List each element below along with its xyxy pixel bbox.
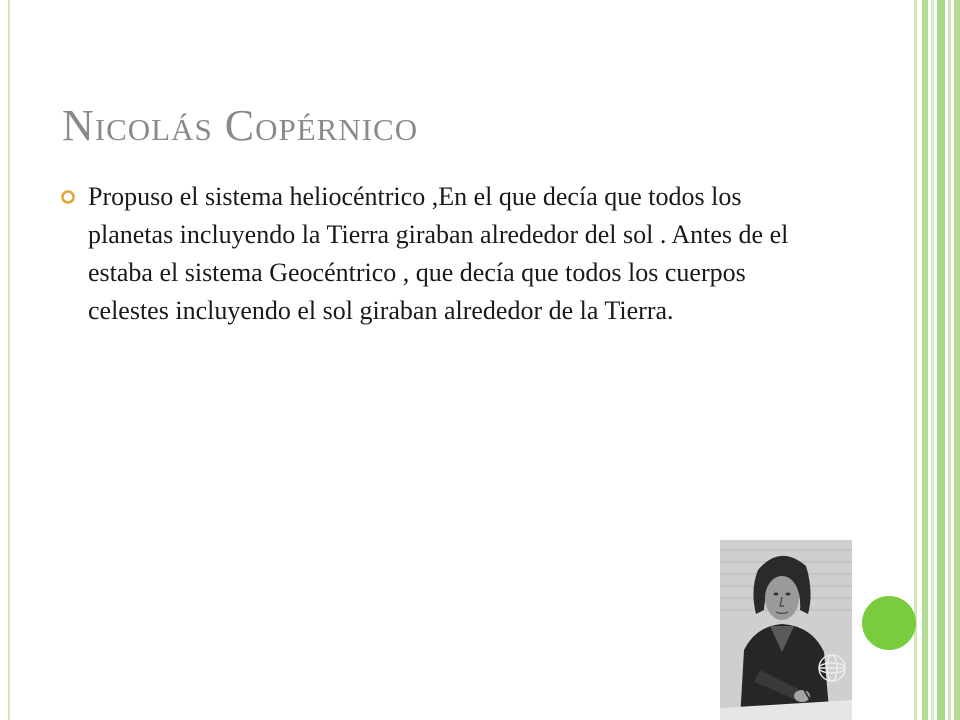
copernicus-portrait-image [720, 540, 852, 720]
stripe-1 [914, 0, 917, 720]
left-border-line [8, 0, 10, 720]
bullet-list [60, 178, 820, 330]
stripe-2 [922, 0, 928, 720]
bullet-item [60, 178, 820, 330]
stripe-6 [954, 0, 960, 720]
stripe-3 [931, 0, 934, 720]
bullet-text: Propuso el sistema heliocéntrico ,En el que decía que todos los planetas incluyendo la Tierra giraban alrededor del sol . Antes de el estaba el sistema Geocéntrico , que decía que todos los cuerpos celestes incluyendo el sol giraban alrededor de la Tierra. [88, 182, 789, 325]
stripe-4 [937, 0, 945, 720]
right-decorative-stripes [914, 0, 960, 720]
slide-title: Nicolás Copérnico [62, 101, 419, 150]
stripe-5 [948, 0, 951, 720]
green-circle-icon [862, 596, 916, 650]
ring-bullet-icon [60, 189, 76, 205]
